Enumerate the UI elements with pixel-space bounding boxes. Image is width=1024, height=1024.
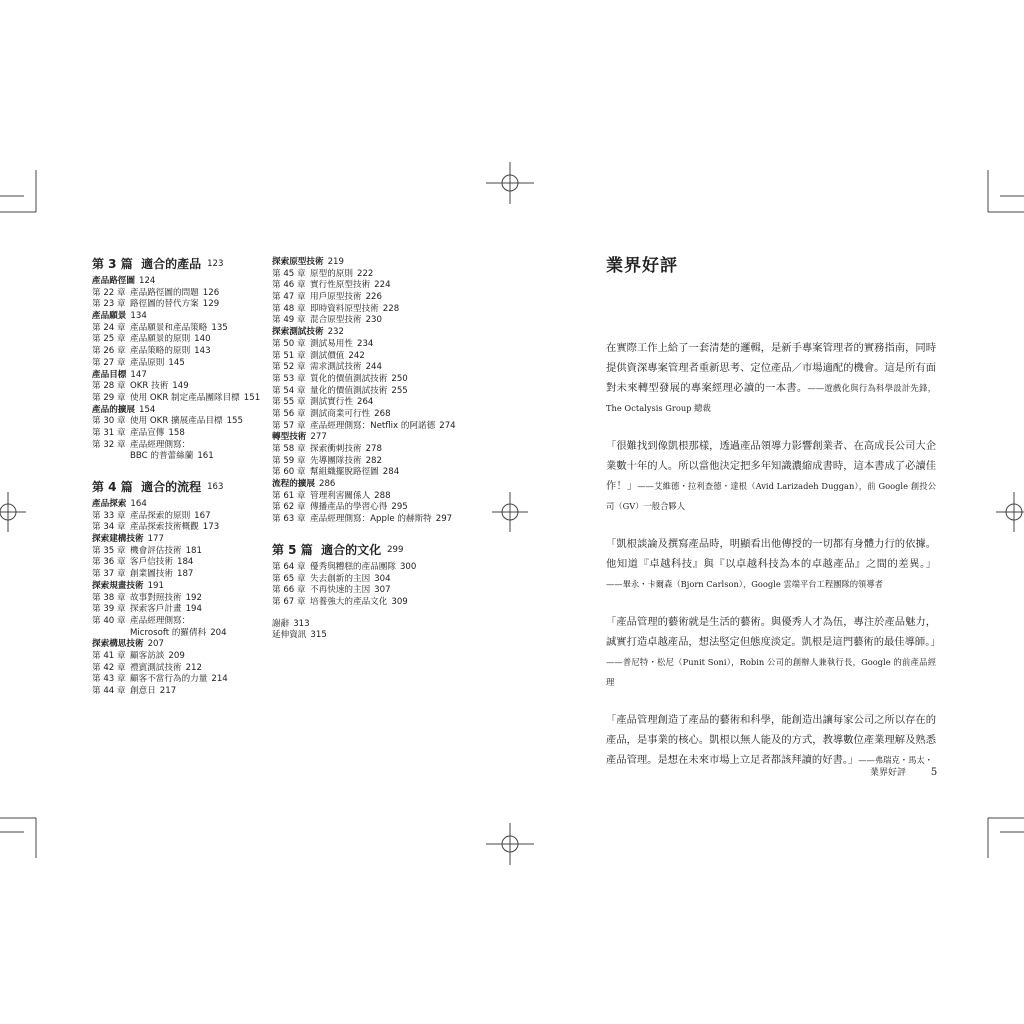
- chapter-title: 用戶原型技術: [310, 292, 362, 303]
- chapter-title: 質化的價值測試技術: [310, 373, 388, 384]
- chapter-number: 第 35 章: [92, 545, 126, 556]
- page-ref: 181: [185, 545, 202, 556]
- chapter-number: 第 27 章: [92, 357, 126, 368]
- toc-chapter-entry: [92, 604, 272, 616]
- page-ref: 284: [382, 467, 400, 478]
- praise-quote: [606, 436, 936, 516]
- page-ref: 300: [399, 561, 417, 572]
- toc-chapter-entry: [272, 597, 472, 609]
- page-ref: 307: [374, 585, 391, 596]
- toc-chapter-entry: [92, 323, 272, 335]
- toc-chapter-entry: [272, 362, 472, 374]
- chapter-number: 第 42 章: [92, 662, 126, 673]
- toc-chapter-entry: [272, 339, 472, 351]
- running-header: 業界好評: [870, 768, 907, 778]
- chapter-title: 創業圖技術: [130, 569, 173, 580]
- chapter-title: 產品路徑圖的問題: [130, 287, 199, 298]
- page-ref: 192: [185, 592, 202, 603]
- toc-chapter-entry: [272, 386, 472, 398]
- page-ref: 167: [194, 510, 211, 521]
- chapter-number: 第 28 章: [92, 381, 126, 392]
- page-ref: 222: [356, 268, 374, 279]
- toc-chapter-entry: [272, 444, 472, 456]
- chapter-number: 第 45 章: [272, 268, 306, 279]
- chapter-title: 測試實行性: [310, 397, 353, 408]
- chapter-title: OKR 技術: [130, 381, 169, 392]
- toc-chapter-entry: [272, 562, 472, 574]
- page-ref: 187: [176, 569, 194, 580]
- page-number: 5: [930, 767, 938, 778]
- chapter-number: 第 29 章: [92, 392, 126, 403]
- part-title: 適合的文化: [321, 542, 382, 557]
- toc-section-heading: [92, 639, 272, 651]
- section-title: 探索構思技術: [92, 639, 144, 650]
- page-ref: 145: [168, 357, 185, 368]
- toc-chapter-entry: [272, 269, 472, 281]
- section-title: 轉型技術: [272, 432, 307, 443]
- chapter-title: 培養強大的產品文化: [310, 596, 388, 607]
- praise-quote: [606, 534, 936, 594]
- toc-spacer: [92, 463, 272, 480]
- chapter-title: 實行性原型技術: [310, 280, 371, 291]
- chapter-number: 第 54 章: [272, 385, 306, 396]
- chapter-title: 產品經理側寫：Apple 的赫斯特: [310, 514, 432, 525]
- chapter-title: 創意日: [130, 686, 156, 696]
- quote-attribution: ——遊戲化與行為科學設計先鋒，The Octalysis Group 總裁: [606, 383, 936, 413]
- toc-chapter-entry: [272, 467, 472, 479]
- page-ref: 250: [391, 373, 408, 384]
- toc-chapter-entry: [272, 574, 472, 586]
- section-title: 探索建構技術: [92, 534, 144, 545]
- page-ref: 244: [365, 362, 382, 373]
- chapter-number: 第 48 章: [272, 303, 306, 314]
- toc-chapter-continuation: [92, 451, 272, 463]
- toc-chapter-entry: [272, 421, 472, 433]
- page-ref: 277: [310, 432, 327, 443]
- page-ref: 286: [318, 479, 336, 490]
- page-ref: 304: [374, 573, 391, 584]
- section-title: 產品探索: [92, 499, 127, 509]
- page-ref: 209: [168, 650, 185, 661]
- registration-mark-left: [0, 492, 26, 532]
- chapter-number: 第 62 章: [272, 502, 306, 513]
- chapter-number: 第 34 章: [92, 522, 126, 533]
- page-ref: 194: [185, 604, 202, 615]
- praise-section: [606, 254, 941, 788]
- section-title: 產品路徑圖: [92, 276, 135, 286]
- toc-chapter-entry: [272, 351, 472, 363]
- section-title: 產品的擴展: [92, 404, 135, 415]
- page-ref: 164: [130, 499, 147, 509]
- toc-spacer: [272, 526, 472, 543]
- page-ref: 135: [211, 322, 228, 333]
- toc-section-heading: [272, 257, 472, 269]
- toc-chapter-entry: [272, 491, 472, 503]
- toc-chapter-entry: [272, 374, 472, 386]
- quote-body: 「產品管理創造了產品的藝術和科學，能創造出讓每家公司之所以存在的產品，是事業的核心。凱根以無人能及的方式，教導數位產業理解及熟悉產品管理。是想在未來市場上立足者都該拜讀的好書。」: [606, 714, 936, 766]
- page-ref: 299: [387, 544, 404, 555]
- toc-entry: [272, 619, 472, 631]
- toc-section-heading: [92, 405, 272, 417]
- toc-chapter-entry: [272, 304, 472, 316]
- page-ref: 242: [348, 350, 365, 361]
- part-title: 適合的流程: [141, 480, 202, 494]
- toc-chapter-entry: [272, 315, 472, 327]
- page-ref: 124: [138, 276, 156, 286]
- toc-part-heading: [92, 257, 272, 272]
- section-title: 產品目標: [92, 369, 127, 380]
- chapter-title: 產品宣傳: [130, 427, 165, 438]
- toc-chapter-entry: [92, 428, 272, 440]
- chapter-number: 第 64 章: [272, 561, 306, 572]
- page-ref: 313: [293, 618, 310, 629]
- page-ref: 151: [243, 392, 261, 403]
- toc-section-heading: [272, 432, 472, 444]
- toc-chapter-entry: [272, 585, 472, 597]
- chapter-title: 產品探索技術概觀: [130, 522, 199, 533]
- page-footer: [870, 765, 937, 778]
- praise-quote: [606, 338, 936, 418]
- chapter-number: 第 24 章: [92, 322, 126, 333]
- chapter-number: 第 65 章: [272, 573, 306, 584]
- toc-section-heading: [92, 534, 272, 546]
- toc-chapter-entry: [92, 358, 272, 370]
- section-title: 探索測試技術: [272, 327, 324, 338]
- chapter-number: 第 63 章: [272, 514, 306, 525]
- toc-chapter-entry: [92, 557, 272, 569]
- toc-chapter-entry: [272, 292, 472, 304]
- chapter-title: 機會評估技術: [130, 545, 182, 556]
- page-ref: 204: [210, 627, 227, 638]
- chapter-title: 使用 OKR 制定產品團隊目標: [130, 392, 240, 403]
- chapter-number: 第 44 章: [92, 686, 126, 696]
- chapter-number: 第 49 章: [272, 315, 306, 326]
- page-ref: 154: [138, 404, 156, 415]
- chapter-number: 第 59 章: [272, 455, 306, 466]
- chapter-number: 第 46 章: [272, 280, 306, 291]
- quote-attribution: ——艾維德・拉利查德・達根（Avid Larizadeh Duggan），前 Google 創投公司（GV）一般合夥人: [606, 481, 937, 511]
- chapter-title: 產品願景和產品策略: [130, 322, 208, 333]
- toc-chapter-entry: [92, 651, 272, 663]
- chapter-title: 產品探索的原則: [130, 510, 191, 521]
- quote-attribution: ——弗瑞克・馬太・: [858, 755, 933, 765]
- chapter-title: 混合原型技術: [310, 315, 362, 326]
- page-ref: 309: [391, 596, 408, 607]
- chapter-number: 第 53 章: [272, 373, 306, 384]
- praise-quote: [606, 612, 941, 692]
- chapter-number: 第 26 章: [92, 346, 126, 357]
- chapter-number: 第 36 章: [92, 557, 126, 568]
- chapter-number: 第 55 章: [272, 397, 306, 408]
- quote-body: 「產品管理的藝術就是生活的藝術。與優秀人才為伍，專注於產品魅力，誠實打造卓越產品，想法堅定但態度淡定。凱根是這門藝術的最佳導師。」: [606, 616, 941, 648]
- chapter-number: 第 66 章: [272, 585, 306, 596]
- toc-chapter-entry: [92, 299, 272, 311]
- toc-section-heading: [92, 581, 272, 593]
- toc-section-heading: [92, 499, 272, 511]
- chapter-number: 第 51 章: [272, 350, 306, 361]
- page-ref: 282: [365, 455, 382, 466]
- section-title: 探索原型技術: [272, 257, 324, 267]
- page-ref: 184: [176, 557, 194, 568]
- page-ref: 129: [202, 299, 220, 310]
- page-ref: 297: [435, 514, 453, 525]
- toc-chapter-entry: [92, 522, 272, 534]
- page-ref: 228: [382, 303, 400, 314]
- toc-chapter-entry: [272, 280, 472, 292]
- chapter-title: 失去創新的主因: [310, 573, 371, 584]
- chapter-title: 即時資料原型技術: [310, 303, 379, 314]
- chapter-title: 產品經理側寫：: [130, 439, 191, 450]
- chapter-number: 第 25 章: [92, 334, 126, 345]
- toc-chapter-entry: [92, 393, 272, 405]
- page-ref: 155: [226, 416, 243, 427]
- toc-chapter-entry: [272, 409, 472, 421]
- chapter-number: 第 43 章: [92, 674, 126, 685]
- chapter-number: 第 56 章: [272, 408, 306, 419]
- chapter-title: 傳播產品的學習心得: [310, 502, 388, 513]
- page-ref: 177: [147, 534, 164, 545]
- page-ref: 224: [374, 280, 391, 291]
- chapter-number: 第 41 章: [92, 650, 126, 661]
- chapter-title: 探索客戶計畫: [130, 604, 182, 615]
- toc-chapter-entry: [92, 674, 272, 686]
- page-ref: 207: [147, 639, 164, 650]
- chapter-title: 產品經理側寫：Netflix 的阿諾德: [310, 420, 436, 431]
- chapter-number: 第 31 章: [92, 427, 126, 438]
- page-ref: 217: [159, 686, 177, 696]
- page-ref: 173: [202, 522, 220, 533]
- toc-chapter-entry: [92, 288, 272, 300]
- registration-mark-right: [996, 492, 1024, 532]
- page-ref: 158: [168, 427, 185, 438]
- chapter-number: 第 50 章: [272, 338, 306, 349]
- chapter-title: 測試商業可行性: [310, 408, 371, 419]
- chapter-number: 第 52 章: [272, 362, 306, 373]
- toc-chapter-entry: [92, 346, 272, 358]
- chapter-number: 第 22 章: [92, 287, 126, 298]
- toc-chapter-entry: [92, 334, 272, 346]
- chapter-number: 第 57 章: [272, 420, 306, 431]
- page-ref: 268: [374, 408, 391, 419]
- quote-body: 在實際工作上給了一套清楚的邏輯，是新手專案管理者的實務指南，同時提供資深專案管理者重新思考、定位產品／市場適配的機會。這是所有面對未來轉型發展的專案經理必讀的一本書。: [606, 342, 936, 394]
- toc-section-heading: [92, 370, 272, 382]
- toc-chapter-entry: [92, 616, 272, 628]
- toc-chapter-entry: [92, 569, 272, 581]
- toc-chapter-entry: [92, 416, 272, 428]
- page-ref: 315: [310, 630, 327, 641]
- entry-title: 延伸資訊: [272, 630, 307, 641]
- page-ref: 140: [194, 334, 211, 345]
- toc-section-heading: [92, 311, 272, 323]
- quote-attribution: ——普尼特・松尼（Punit Soni），Robin 公司的創辦人兼執行長，Google 的前產品經理: [606, 657, 936, 687]
- page-ref: 295: [391, 502, 408, 513]
- toc-chapter-entry: [272, 456, 472, 468]
- page-ref: 274: [439, 420, 456, 431]
- page-ref: 191: [147, 580, 164, 591]
- quote-body: 「很難找到像凱根那樣，透過產品領導力影響創業者、在高成長公司大企業數十年的人。所以當他決定把多年知識濃縮成書時，這本書成了必讀佳作！」: [606, 440, 936, 492]
- toc-chapter-entry: [272, 514, 472, 526]
- chapter-title: 不再快速的主因: [310, 585, 371, 596]
- page-ref: 147: [130, 369, 147, 380]
- chapter-title: 原型的原則: [310, 268, 353, 279]
- praise-quotes: [606, 338, 941, 770]
- chapter-title: 幫組織擺脫路徑圖: [310, 467, 379, 478]
- toc-chapter-entry: [92, 686, 272, 698]
- page-ref: 126: [202, 287, 220, 298]
- chapter-title: 優秀與糟糕的產品團隊: [310, 561, 396, 572]
- page-ref: 161: [197, 451, 214, 462]
- chapter-number: 第 58 章: [272, 444, 306, 454]
- toc-section-heading: [272, 479, 472, 491]
- page-ref: 219: [327, 257, 344, 267]
- page-ref: 163: [207, 482, 224, 492]
- chapter-number: 第 61 章: [272, 490, 306, 501]
- registration-mark-center: [492, 492, 528, 532]
- chapter-title: 故事對照技術: [130, 592, 182, 603]
- page-ref: 264: [356, 397, 374, 408]
- section-title: 產品願景: [92, 311, 127, 322]
- chapter-number: 第 40 章: [92, 615, 126, 626]
- praise-quote: [606, 710, 936, 770]
- chapter-number: 第 60 章: [272, 467, 306, 478]
- chapter-title: 測試價值: [310, 350, 345, 361]
- toc-chapter-entry: [92, 546, 272, 558]
- toc-column-left: [92, 257, 272, 698]
- quote-attribution: ——畢永・卡爾森（Bjorn Carlson），Google 雲端平台工程團隊的領導者: [606, 579, 883, 589]
- toc-section-heading: [92, 276, 272, 288]
- page-ref: 226: [365, 292, 382, 303]
- entry-title: 謝辭: [272, 618, 290, 629]
- toc-column-middle: [272, 257, 472, 642]
- chapter-title: 顧客訪談: [130, 650, 165, 661]
- toc-chapter-entry: [272, 397, 472, 409]
- chapter-number: 第 33 章: [92, 510, 126, 521]
- toc-chapter-entry: [272, 502, 472, 514]
- chapter-title: 產品經理側寫：: [130, 615, 191, 626]
- page-ref: 214: [211, 674, 228, 685]
- toc-section-heading: [272, 327, 472, 339]
- page-ref: 232: [327, 327, 344, 338]
- toc-chapter-entry: [92, 440, 272, 452]
- toc-chapter-entry: [92, 381, 272, 393]
- toc-chapter-entry: [92, 511, 272, 523]
- chapter-title: 產品策略的原則: [130, 346, 191, 357]
- chapter-title: 禮賓測試技術: [130, 662, 182, 673]
- chapter-title: 產品原則: [130, 357, 165, 368]
- chapter-title: 客戶信技術: [130, 557, 173, 568]
- chapter-title: 測試易用性: [310, 338, 353, 349]
- page-ref: 288: [374, 490, 391, 501]
- section-title: 探索規畫技術: [92, 580, 144, 591]
- chapter-title: 管理利害關係人: [310, 490, 371, 501]
- page-ref: 278: [365, 444, 382, 454]
- page-ref: 134: [130, 311, 147, 322]
- registration-mark-bottom: [486, 823, 534, 865]
- chapter-title: 需求測試技術: [310, 362, 362, 373]
- chapter-title: 先導團隊技術: [310, 455, 362, 466]
- page-ref: 255: [391, 385, 408, 396]
- chapter-title: 量化的價值測試技術: [310, 385, 388, 396]
- chapter-number: 第 32 章: [92, 439, 126, 450]
- praise-title: 業界好評: [606, 256, 678, 276]
- chapter-number: 第 47 章: [272, 292, 306, 303]
- toc-entry: [272, 630, 472, 642]
- chapter-title: BBC 的普蕾絲蘭: [130, 451, 194, 462]
- quote-body: 「凱根談論及撰寫產品時，明顯看出他傳授的一切都有身體力行的依據。他知道『卓越科技』與『以卓越科技為本的卓越產品』之間的差異。」: [606, 538, 936, 570]
- chapter-title: Microsoft 的羅倩科: [130, 627, 207, 638]
- page-ref: 234: [356, 338, 374, 349]
- chapter-number: 第 23 章: [92, 299, 126, 310]
- registration-mark-top: [486, 162, 534, 204]
- section-title: 流程的擴展: [272, 479, 315, 490]
- chapter-title: 顧客不當行為的力量: [130, 674, 208, 685]
- page-ref: 123: [207, 259, 224, 269]
- chapter-number: 第 39 章: [92, 604, 126, 615]
- chapter-number: 第 67 章: [272, 596, 306, 607]
- toc-part-heading: [272, 543, 472, 558]
- page-ref: 212: [185, 662, 202, 673]
- chapter-number: 第 38 章: [92, 592, 126, 603]
- part-number: 第 4 篇: [92, 480, 133, 494]
- chapter-title: 使用 OKR 擴展產品目標: [130, 416, 223, 427]
- chapter-title: 路徑圖的替代方案: [130, 299, 199, 310]
- page-ref: 143: [194, 346, 211, 357]
- part-title: 適合的產品: [141, 257, 202, 271]
- page-ref: 230: [365, 315, 382, 326]
- toc-part-heading: [92, 480, 272, 495]
- chapter-title: 產品願景的原則: [130, 334, 191, 345]
- chapter-number: 第 37 章: [92, 569, 126, 580]
- toc-spacer: [272, 609, 472, 619]
- part-number: 第 3 篇: [92, 257, 133, 271]
- part-number: 第 5 篇: [272, 542, 313, 557]
- toc-chapter-continuation: [92, 628, 272, 640]
- toc-chapter-entry: [92, 663, 272, 675]
- page-ref: 149: [172, 381, 189, 392]
- chapter-number: 第 30 章: [92, 416, 126, 427]
- toc-chapter-entry: [92, 593, 272, 605]
- chapter-title: 探索衝刺技術: [310, 444, 362, 454]
